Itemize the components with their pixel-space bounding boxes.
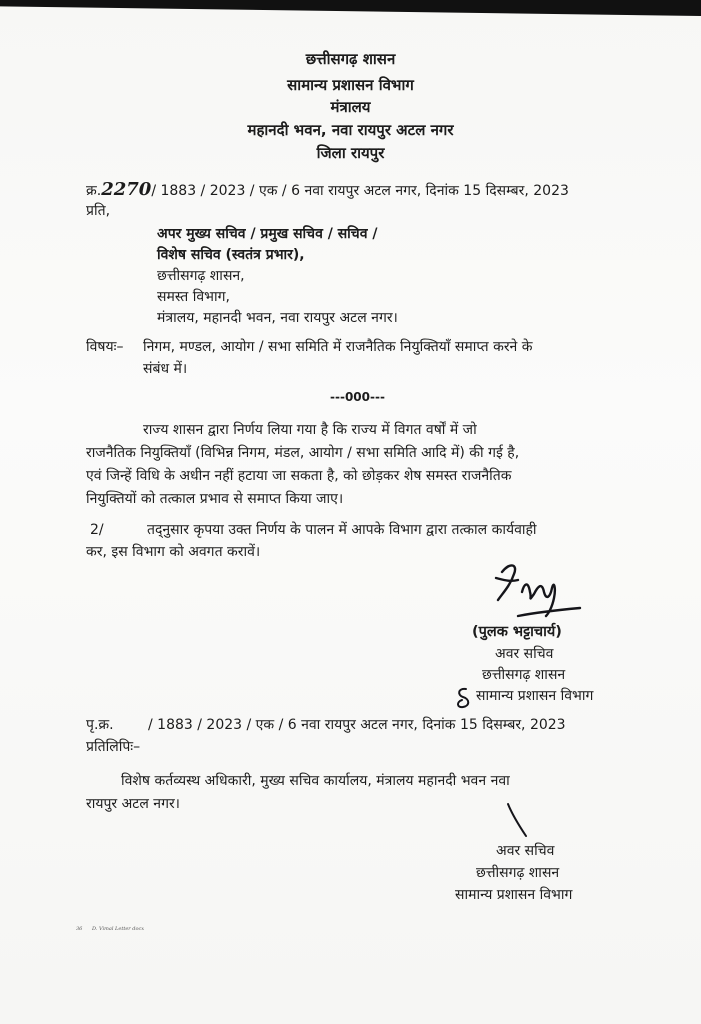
body-para1-line1: राज्य शासन द्वारा निर्णय लिया गया है कि राज्य में विगत वर्षों में जो <box>143 422 477 438</box>
to-label: प्रति, <box>86 203 111 219</box>
copy-line2: रायपुर अटल नगर। <box>86 796 180 812</box>
body-para1-line2: राजनैतिक नियुक्तियाँ (विभिन्न निगम, मंडल, आयोग / सभा समिति आदि में) की गई है, <box>86 445 520 461</box>
footer-code: 36 <box>76 926 83 932</box>
signature-icon <box>488 558 588 622</box>
copy-label: प्रतिलिपिः– <box>86 739 141 755</box>
body-para2-line2: कर, इस विभाग को अवगत करावें। <box>86 544 261 560</box>
addressee-line2: विशेष सचिव (स्वतंत्र प्रभार), <box>157 247 305 263</box>
subject-line1: निगम, मण्डल, आयोग / सभा समिति में राजनैतिक नियुक्तियाँ समाप्त करने के <box>143 339 533 355</box>
reference-line <box>86 181 569 200</box>
signatory-govt: छत्तीसगढ़ शासन <box>482 667 566 683</box>
addressee-line4: समस्त विभाग, <box>157 289 230 305</box>
initial-mark-icon <box>454 686 474 710</box>
addressee-line5: मंत्रालय, महानदी भवन, नवा रायपुर अटल नगर। <box>157 310 398 326</box>
addressee-line3: छत्तीसगढ़ शासन, <box>157 268 245 284</box>
ref-rest: / 1883 / 2023 / एक / 6 नवा रायपुर अटल नगर, दिनांक 15 दिसम्बर, 2023 <box>151 183 569 199</box>
pen-tick-icon <box>502 800 532 840</box>
endorsement-prefix: पृ.क्र. <box>86 717 114 733</box>
header-govt: छत्तीसगढ़ शासन <box>305 50 396 68</box>
scan-top-border <box>0 0 701 16</box>
subject-label: विषयः– <box>86 339 124 355</box>
signatory-name: (पुलक भट्टाचार्य) <box>472 624 562 640</box>
endorsement-ref: / 1883 / 2023 / एक / 6 नवा रायपुर अटल नगर, दिनांक 15 दिसम्बर, 2023 <box>148 717 566 733</box>
signatory-designation: अवर सचिव <box>495 646 554 662</box>
ref-prefix: क्र. <box>86 183 102 199</box>
signatory2-designation: अवर सचिव <box>496 843 555 859</box>
subject-line2: संबंध में। <box>143 361 188 377</box>
signatory-dept: सामान्य प्रशासन विभाग <box>476 688 594 704</box>
body-para2-number: 2/ <box>90 522 104 538</box>
copy-line1: विशेष कर्तव्यस्थ अधिकारी, मुख्य सचिव कार्यालय, मंत्रालय महानदी भवन नवा <box>121 773 510 789</box>
body-para2-line1: तद्नुसार कृपया उक्त निर्णय के पालन में आपके विभाग द्वारा तत्काल कार्यवाही <box>147 522 537 538</box>
header-ministry: मंत्रालय <box>330 98 371 116</box>
addressee-line1: अपर मुख्य सचिव / प्रमुख सचिव / सचिव / <box>157 226 378 242</box>
body-para1-line3: एवं जिन्हें विधि के अधीन नहीं हटाया जा सकता है, को छोड़कर शेष समस्त राजनैतिक <box>86 468 512 484</box>
signatory2-dept: सामान्य प्रशासन विभाग <box>455 887 573 903</box>
header-district: जिला रायपुर <box>316 144 385 162</box>
header-dept: सामान्य प्रशासन विभाग <box>287 76 414 94</box>
ref-handwritten-number: 2270 <box>101 179 152 200</box>
divider: ---000--- <box>330 390 385 404</box>
body-para1-line4: नियुक्तियों को तत्काल प्रभाव से समाप्त किया जाए। <box>86 491 344 507</box>
footer-text: D. Vimal Letter docx <box>92 926 145 932</box>
signatory2-govt: छत्तीसगढ़ शासन <box>476 865 560 881</box>
header-address: महानदी भवन, नवा रायपुर अटल नगर <box>247 121 454 139</box>
